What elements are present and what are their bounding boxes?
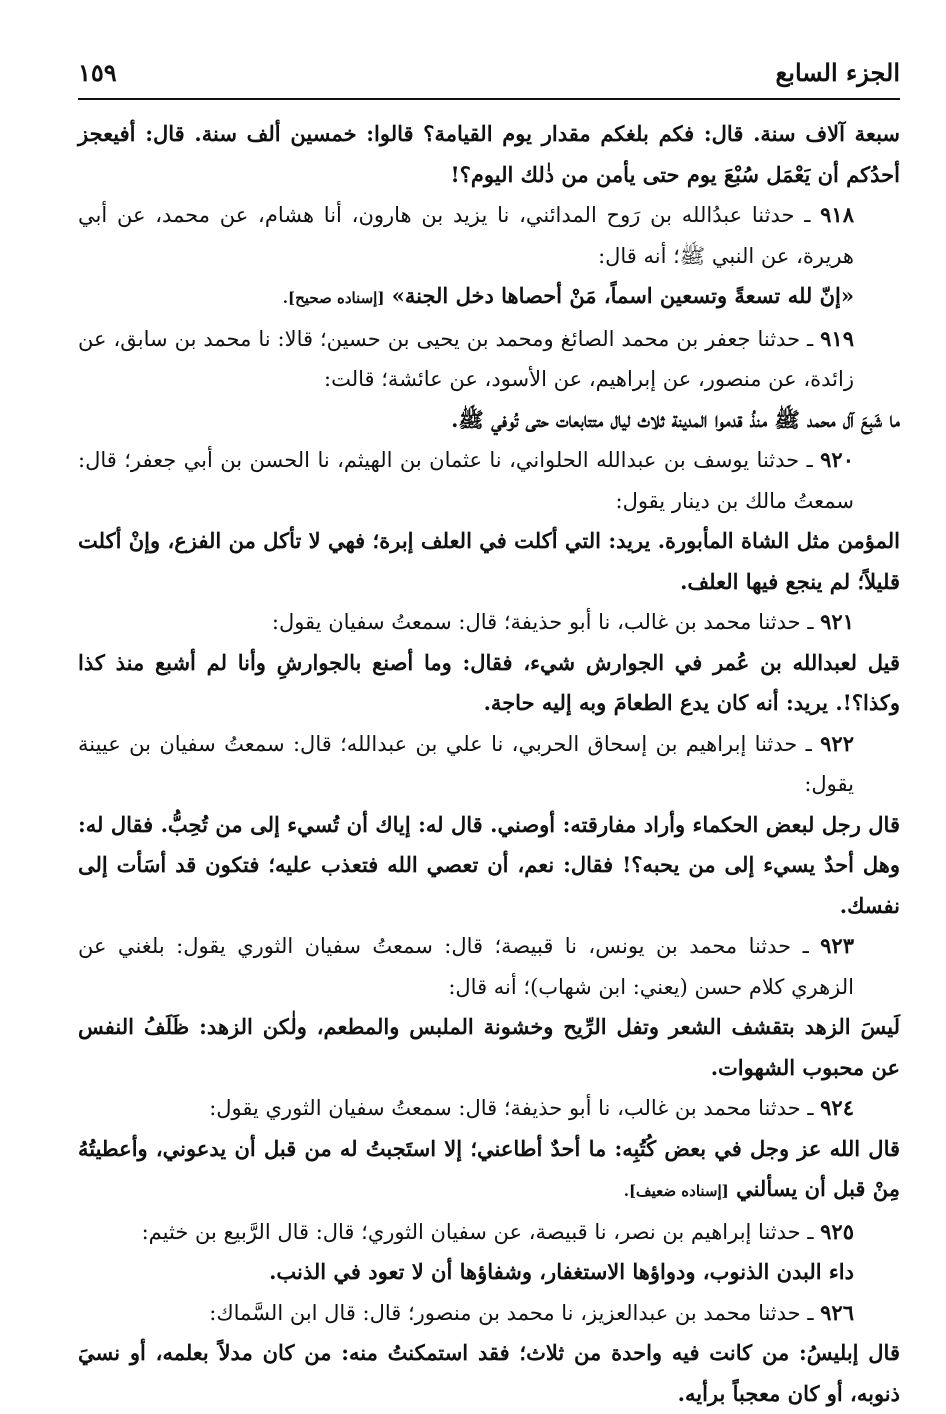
running-title: الجزء السابع — [775, 58, 900, 87]
paragraph-text: ـ حدثنا عبدُالله بن رَوح المدائني، نا يزيد بن هارون، أنا هشام، عن محمد، عن أبي هريرة، عن النبي ﷺ؛ أنه قال: — [78, 203, 854, 268]
paragraph-text: ـ حدثنا محمد بن عبدالعزيز، نا محمد بن منصور؛ قال: قال ابن السَّماك: — [209, 1300, 821, 1325]
paragraph — [78, 521, 900, 602]
paragraph — [78, 643, 900, 724]
hadith-number: ٩٢١ — [820, 609, 854, 634]
hadith-number: ٩٢٠ — [820, 447, 854, 472]
paragraph — [78, 805, 900, 927]
paragraph-text: قال الله عز وجل في بعض كُتُبِه: ما أحدٌ أطاعني؛ إلا استَجبتُ له من قبل أن يدعوني، وأعطيتُهُ مِنْ قبل أن يسألني — [78, 1135, 900, 1201]
paragraph — [78, 1129, 900, 1212]
page-header — [78, 58, 900, 94]
hadith-number: ٩١٩ — [820, 325, 854, 351]
hadith-number: ٩٢٢ — [820, 730, 854, 756]
paragraph — [78, 1333, 900, 1414]
paragraph — [78, 1007, 900, 1088]
paragraph-text: لَيسَ الزهد بتقشف الشعر وتفل الرِّيح وخشونة الملبس والمطعم، ولٰكن الزهد: ظَلَفُ النفس عن محبوب الشهوات. — [78, 1014, 900, 1080]
hadith-number: ٩٢٥ — [820, 1218, 854, 1244]
paragraph-text: قال إبليسُ: من كانت فيه واحدة من ثلاث؛ فقد استمكنتُ منه: من كان مدلاً بعلمه، أو نسيَ ذنوبه، أو كان معجباً برأيه. — [78, 1340, 900, 1406]
paragraph-text: ـ حدثنا محمد بن غالب، نا أبو حذيفة؛ قال: سمعتُ سفيان الثوري يقول: — [209, 1096, 821, 1120]
hadith-number: ٩٢٦ — [820, 1299, 854, 1325]
hadith-paragraph — [78, 1293, 900, 1334]
hadith-number: ٩١٨ — [820, 202, 854, 227]
hadith-number: ٩٢٤ — [820, 1095, 854, 1120]
hadith-paragraph — [78, 1212, 900, 1253]
header-rule — [78, 98, 900, 100]
paragraph-text: «إنّ لله تسعةً وتسعين اسماً، مَنْ أحصاها دخل الجنة» — [384, 283, 854, 308]
hadith-paragraph — [78, 926, 900, 1007]
hadith-paragraph — [78, 602, 900, 643]
paragraph-text: ـ حدثنا جعفر بن محمد الصائغ ومحمد بن يحيى بن حسين؛ قالا: نا محمد بن سابق، عن زائدة، عن منصور، عن إبراهيم، عن الأسود، عن عائشة؛ قالت: — [78, 326, 854, 391]
paragraph-text: سبعة آلاف سنة. قال: فكم بلغكم مقدار يوم القيامة؟ قالوا: خمسين ألف سنة. قال: أفيعجز أحدُكم أن يَعْمَل سُبْعَ يوم حتى يأمن من ذٰلك اليوم؟! — [78, 121, 900, 187]
paragraph — [78, 1252, 900, 1293]
paragraph-text: ما شَبِعَ آل محمد ﷺ منذُ قدموا المدينة ثلاث ليال متتابعات حتى تُوفي ﷺ. — [451, 406, 900, 432]
grading-note: [إسناده ضعيف]. — [623, 1182, 729, 1200]
paragraph — [78, 114, 900, 195]
paragraph — [78, 276, 900, 319]
paragraph — [78, 400, 900, 441]
hadith-number: ٩٢٣ — [820, 933, 854, 958]
page-number: ١٥٩ — [78, 58, 117, 87]
paragraph-text: ـ حدثنا يوسف بن عبدالله الحلواني، نا عثمان بن الهيثم، نا الحسن بن أبي جعفر؛ قال: سمعتُ مالك بن دينار يقول: — [78, 448, 854, 513]
paragraph-text: ـ حدثنا إبراهيم بن نصر، نا قبيصة، عن سفيان الثوري؛ قال: قال الرَّبيع بن خثيم: — [141, 1219, 821, 1244]
hadith-paragraph — [78, 1088, 900, 1129]
hadith-paragraph — [78, 440, 900, 521]
grading-note: [إسناده صحيح]. — [282, 289, 385, 307]
paragraph-text: المؤمن مثل الشاة المأبورة. يريد: التي أكلت في العلف إبرة؛ فهي لا تأكل من الفزع، وإنْ أكلت قليلاً؛ لم ينجع فيها العلف. — [78, 528, 900, 594]
paragraph-text: ـ حدثنا محمد بن غالب، نا أبو حذيفة؛ قال: سمعتُ سفيان يقول: — [271, 610, 821, 634]
paragraph-text: داء البدن الذنوب، ودواؤها الاستغفار، وشفاؤها أن لا تعود في الذنب. — [269, 1259, 854, 1284]
hadith-paragraph — [78, 724, 900, 805]
hadith-paragraph — [78, 195, 900, 276]
paragraph-text: قال رجل لبعض الحكماء وأراد مفارقته: أوصني. قال له: إياك أن تُسيء إلى من تُحِبُّ. فقال له: وهل أحدٌ يسيء إلى من يحبه؟! فقال: نعم، أن تعصي الله فتعذب عليه؛ فتكون قد أسَأت إلى نفسك. — [78, 811, 900, 918]
page-body — [78, 114, 900, 1414]
paragraph-text: قيل لعبدالله بن عُمر في الجوارش شيء، فقال: وما أصنع بالجوارشِ وأنا لم أشبع منذ كذا وكذا؟!. يريد: أنه كان يدع الطعامَ وبه إليه حاجة. — [78, 649, 900, 715]
hadith-paragraph — [78, 319, 900, 400]
paragraph-text: ـ حدثنا إبراهيم بن إسحاق الحربي، نا علي بن عبدالله؛ قال: سمعتُ سفيان بن عيينة يقول: — [78, 731, 854, 796]
paragraph-text: ـ حدثنا محمد بن يونس، نا قبيصة؛ قال: سمعتُ سفيان الثوري يقول: بلغني عن الزهري كلام حسن (يعني: ابن شهاب)؛ أنه قال: — [78, 934, 854, 999]
